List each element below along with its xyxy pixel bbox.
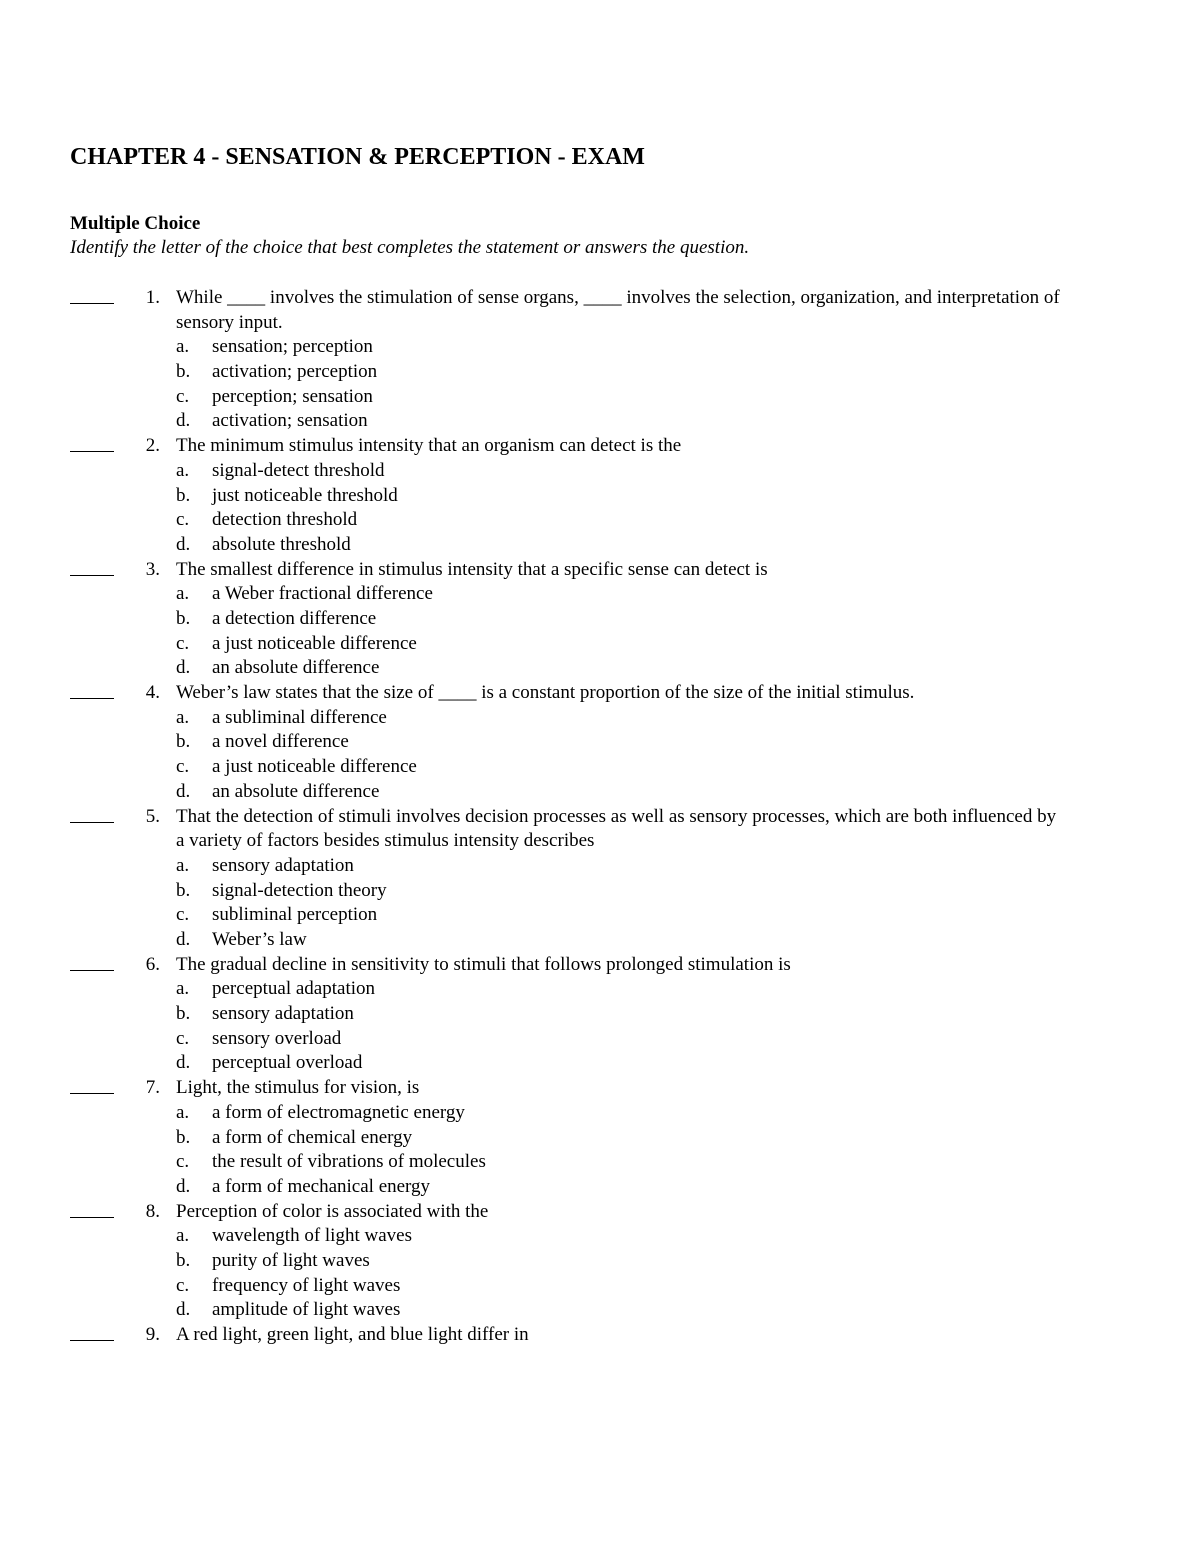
section-heading: Multiple Choice xyxy=(70,213,201,234)
question-number: 4. xyxy=(145,682,160,704)
answer-choice xyxy=(176,632,1200,657)
section-instructions: Identify the letter of the choice that best completes the statement or answers the question. xyxy=(70,237,750,258)
answer-blank[interactable] xyxy=(70,575,114,576)
choice-text: a subliminal difference xyxy=(212,706,387,728)
answer-choice xyxy=(176,854,1200,879)
choice-letter: a. xyxy=(176,1225,190,1247)
choice-text: a just noticeable difference xyxy=(212,632,417,654)
choice-text: signal-detect threshold xyxy=(212,459,385,481)
choice-text: wavelength of light waves xyxy=(212,1225,412,1247)
answer-choice xyxy=(176,335,1200,360)
choice-letter: a. xyxy=(176,978,190,1000)
question-number: 5. xyxy=(145,805,160,827)
answer-blank[interactable] xyxy=(70,822,114,823)
choice-letter: c. xyxy=(176,904,190,926)
answer-choice xyxy=(176,1126,1200,1151)
choice-letter: a. xyxy=(176,459,190,481)
choice-text: a novel difference xyxy=(212,731,349,753)
choice-text: a form of electromagnetic energy xyxy=(212,1101,465,1123)
answer-choice xyxy=(176,409,1200,434)
choice-text: perception; sensation xyxy=(212,385,373,407)
answer-choice xyxy=(176,780,1200,805)
choice-letter: b. xyxy=(176,731,191,753)
choice-text: Weber’s law xyxy=(212,928,307,950)
choice-letter: c. xyxy=(176,756,190,778)
answer-choice xyxy=(176,1249,1200,1274)
choice-text: a Weber fractional difference xyxy=(212,583,433,605)
choice-text: a just noticeable difference xyxy=(212,756,417,778)
answer-blank[interactable] xyxy=(70,1093,114,1094)
choice-letter: d. xyxy=(176,1299,191,1321)
choice-letter: d. xyxy=(176,1175,191,1197)
choice-text: detection threshold xyxy=(212,509,358,531)
answer-choice xyxy=(176,1224,1200,1249)
choice-letter: c. xyxy=(176,385,190,407)
choice-text: activation; sensation xyxy=(212,410,368,432)
answer-blank[interactable] xyxy=(70,970,114,971)
answer-blank[interactable] xyxy=(70,451,114,452)
choice-letter: c. xyxy=(176,1027,190,1049)
choice-text: perceptual adaptation xyxy=(212,978,376,1000)
answer-choice xyxy=(176,1051,1200,1076)
choice-letter: c. xyxy=(176,509,190,531)
choice-text: sensory overload xyxy=(212,1027,342,1049)
answer-blank[interactable] xyxy=(70,303,114,304)
choice-letter: d. xyxy=(176,410,191,432)
question-stem: While ____ involves the stimulation of sense organs, ____ involves the selection, organization, and interpretation of sensory input. xyxy=(176,287,1060,333)
choice-text: the result of vibrations of molecules xyxy=(212,1151,486,1173)
answer-choice xyxy=(176,1101,1200,1126)
choice-letter: a. xyxy=(176,336,190,358)
question-stem: Weber’s law states that the size of ____ is a constant proportion of the size of the initial stimulus. xyxy=(176,682,915,704)
question-stem: A red light, green light, and blue light differ in xyxy=(176,1324,529,1346)
choice-text: a form of chemical energy xyxy=(212,1126,413,1148)
choice-letter: b. xyxy=(176,1249,191,1271)
choice-letter: b. xyxy=(176,1003,191,1025)
answer-choice xyxy=(176,903,1200,928)
choice-text: sensory adaptation xyxy=(212,854,354,876)
answer-choice xyxy=(176,977,1200,1002)
question-stem: The smallest difference in stimulus intensity that a specific sense can detect is xyxy=(176,558,768,580)
choice-text: frequency of light waves xyxy=(212,1274,401,1296)
question-item xyxy=(0,1323,1200,1348)
question-number: 6. xyxy=(145,953,160,975)
question-list xyxy=(0,286,1200,1348)
choice-text: a detection difference xyxy=(212,608,377,629)
question-stem: Light, the stimulus for vision, is xyxy=(176,1077,420,1099)
choice-text: just noticeable threshold xyxy=(212,484,398,506)
question-stem: Perception of color is associated with the xyxy=(176,1200,489,1222)
question-item xyxy=(0,286,1200,434)
question-number: 9. xyxy=(145,1324,160,1346)
choice-letter: a. xyxy=(176,706,190,728)
choice-letter: b. xyxy=(176,879,191,901)
answer-choice xyxy=(176,706,1200,731)
question-number: 7. xyxy=(145,1077,160,1099)
choice-text: absolute threshold xyxy=(212,533,351,555)
answer-choice xyxy=(176,1027,1200,1052)
answer-blank[interactable] xyxy=(70,1217,114,1218)
question-item xyxy=(0,681,1200,804)
choice-letter: a. xyxy=(176,583,190,605)
question-number: 2. xyxy=(145,435,160,457)
question-stem: That the detection of stimuli involves decision processes as well as sensory processes, which are both influenced by a variety of factors besides stimulus intensity describes xyxy=(176,805,1057,852)
answer-choice xyxy=(176,1002,1200,1027)
answer-choice xyxy=(176,533,1200,558)
choice-text: sensory adaptation xyxy=(212,1003,354,1025)
question-number: 1. xyxy=(145,287,160,308)
answer-blank[interactable] xyxy=(70,698,114,699)
choice-letter: d. xyxy=(176,533,191,555)
choice-letter: d. xyxy=(176,1052,191,1074)
choice-letter: d. xyxy=(176,657,191,679)
choice-text: an absolute difference xyxy=(212,780,380,802)
choice-letter: b. xyxy=(176,484,191,506)
answer-choice xyxy=(176,508,1200,533)
choice-text: a form of mechanical energy xyxy=(212,1175,431,1197)
choice-text: sensation; perception xyxy=(212,336,373,358)
question-item xyxy=(0,953,1200,1076)
question-item xyxy=(0,558,1200,681)
choice-text: perceptual overload xyxy=(212,1052,363,1074)
choice-text: amplitude of light waves xyxy=(212,1299,401,1321)
answer-choice xyxy=(176,1298,1200,1323)
choice-text: an absolute difference xyxy=(212,657,380,679)
answer-blank[interactable] xyxy=(70,1340,114,1341)
question-stem: The minimum stimulus intensity that an organism can detect is the xyxy=(176,435,682,457)
answer-choice xyxy=(176,928,1200,953)
answer-choice xyxy=(176,730,1200,755)
answer-choice xyxy=(176,1150,1200,1175)
choice-letter: b. xyxy=(176,1126,191,1148)
question-stem: The gradual decline in sensitivity to stimuli that follows prolonged stimulation is xyxy=(176,953,791,975)
answer-choice xyxy=(176,879,1200,904)
choice-text: subliminal perception xyxy=(212,904,378,926)
choice-text: purity of light waves xyxy=(212,1249,370,1271)
question-number: 8. xyxy=(145,1200,160,1222)
choice-letter: a. xyxy=(176,854,190,876)
question-item xyxy=(0,1076,1200,1199)
choice-letter: d. xyxy=(176,780,191,802)
choice-letter: c. xyxy=(176,632,190,654)
answer-choice xyxy=(176,484,1200,509)
answer-choice xyxy=(176,1175,1200,1200)
choice-letter: c. xyxy=(176,1274,190,1296)
answer-choice xyxy=(176,656,1200,681)
answer-choice xyxy=(176,1274,1200,1299)
answer-choice xyxy=(176,582,1200,607)
question-item xyxy=(0,1200,1200,1323)
document-title: CHAPTER 4 - SENSATION & PERCEPTION - EXAM xyxy=(70,144,645,170)
answer-choice xyxy=(176,607,1200,632)
question-number: 3. xyxy=(145,558,160,580)
choice-text: signal-detection theory xyxy=(212,879,387,901)
question-item xyxy=(0,805,1200,953)
choice-letter: a. xyxy=(176,1101,190,1123)
choice-letter: c. xyxy=(176,1151,190,1173)
answer-choice xyxy=(176,360,1200,385)
answer-choice xyxy=(176,459,1200,484)
answer-choice xyxy=(176,755,1200,780)
choice-letter: d. xyxy=(176,928,191,950)
choice-letter: b. xyxy=(176,608,191,629)
question-item xyxy=(0,434,1200,557)
answer-choice xyxy=(176,385,1200,410)
choice-letter: b. xyxy=(176,361,191,383)
choice-text: activation; perception xyxy=(212,361,378,383)
